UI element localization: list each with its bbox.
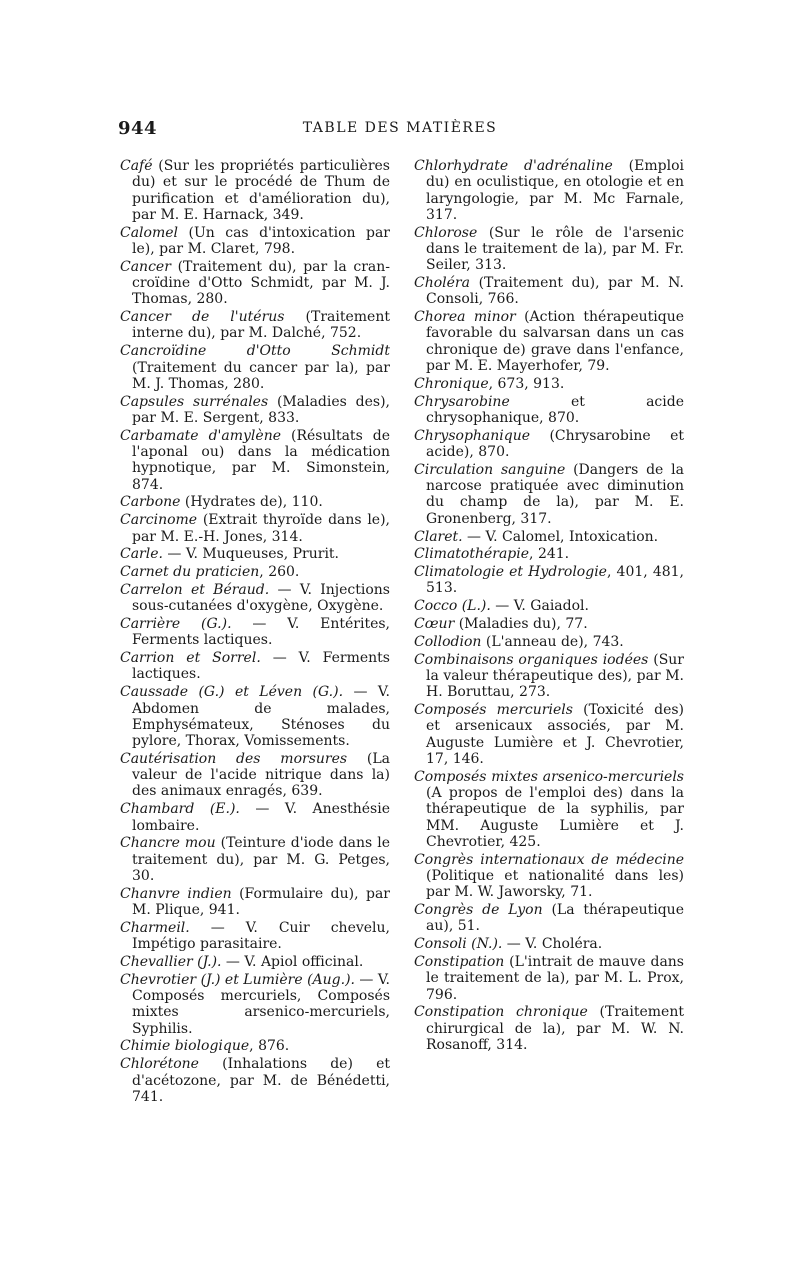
entry-heading: Chorea minor bbox=[414, 309, 516, 326]
index-entry bbox=[414, 428, 684, 461]
index-entry bbox=[120, 259, 390, 308]
entry-heading: Capsules surrénales bbox=[120, 393, 269, 410]
index-entry bbox=[414, 598, 684, 614]
entry-text: — V. Ferments lactiques. bbox=[132, 650, 390, 683]
left-column bbox=[120, 158, 390, 1107]
index-entry bbox=[120, 158, 390, 223]
entry-text: (Extrait thyroïde dans le), par M. E.-H. Jones, 314. bbox=[132, 512, 390, 545]
entry-text: (Toxicité des) et arsenicaux associés, par M. Auguste Lumière et J. Chevrotier, 17, 146. bbox=[426, 702, 685, 767]
index-entry bbox=[414, 702, 684, 767]
entry-heading: Chanvre indien bbox=[120, 885, 232, 902]
entry-heading: Constipation chronique bbox=[414, 1004, 588, 1021]
index-entry bbox=[120, 582, 390, 615]
entry-text: (Inhalations de) et d'acétozone, par M. de Bénédetti, 741. bbox=[132, 1056, 390, 1105]
entry-heading: Carrion et Sorrel. bbox=[120, 650, 261, 667]
entry-heading: Chlorose bbox=[414, 224, 478, 241]
entry-text: (Chrysarobine et acide), 870. bbox=[426, 427, 684, 461]
entry-text: — V. Abdomen de malades, Emphysémateux, Sténoses du pylore, Thorax, Vomissements. bbox=[132, 684, 390, 750]
index-entry bbox=[414, 936, 684, 952]
entry-heading: Climatothérapie bbox=[414, 546, 530, 563]
entry-heading: Cancer de l'utérus bbox=[120, 309, 285, 326]
index-entry bbox=[414, 902, 684, 935]
entry-heading: Chrysophanique bbox=[414, 427, 531, 444]
index-entry bbox=[120, 801, 390, 834]
right-column bbox=[414, 158, 684, 1107]
entry-heading: Consoli (N.). bbox=[414, 936, 503, 953]
entry-text: (Résultats de l'aponal ou) dans la médication hypnotique, par M. Simonstein, 874. bbox=[132, 427, 390, 493]
index-entry bbox=[414, 852, 684, 901]
entry-heading: Carbone bbox=[120, 494, 181, 511]
entry-heading: Congrès de Lyon bbox=[414, 902, 543, 919]
index-entry bbox=[120, 428, 390, 493]
page-number: 944 bbox=[118, 118, 158, 139]
index-entry bbox=[414, 158, 684, 223]
entry-heading: Carrelon et Béraud. bbox=[120, 581, 270, 598]
entry-text: , 876. bbox=[249, 1038, 290, 1055]
entry-text: — V. Anesthésie lombaire. bbox=[132, 801, 390, 834]
entry-heading: Caussade (G.) et Léven (G.). bbox=[120, 684, 344, 701]
entry-heading: Carnet du praticien bbox=[120, 564, 260, 581]
entry-heading: Carcinome bbox=[120, 512, 198, 529]
entry-heading: Collodion bbox=[414, 633, 482, 650]
entry-text: (Politique et nationalité dans les) par M. W. Jaworsky, 71. bbox=[426, 867, 684, 901]
entry-heading: Carrière (G.). bbox=[120, 616, 232, 633]
index-entry bbox=[414, 462, 684, 527]
entry-heading: Calomel bbox=[120, 224, 179, 241]
entry-text: (Dangers de la narcose pratiquée avec diminution du champ de la), par M. E. Gronenberg, 317. bbox=[426, 461, 684, 527]
entry-heading: Café bbox=[120, 158, 153, 174]
entry-text: (Traitement chirurgical de la), par M. W. N. Rosanoff, 314. bbox=[426, 1004, 684, 1053]
entry-heading: Chronique bbox=[414, 375, 489, 392]
entry-text: (Traitement du), par la cran-croïdine d'Otto Schmidt, par M. J. Thomas, 280. bbox=[132, 258, 390, 308]
index-entry bbox=[120, 546, 390, 562]
entry-text: (A propos de l'emploi des) dans la thérapeutique de la syphilis, par MM. Auguste Lumière et J. Chevrotier, 425. bbox=[426, 784, 684, 850]
entry-text: (Traitement interne du), par M. Dalché, 752. bbox=[132, 309, 390, 342]
entry-text: — V. Composés mercuriels, Composés mixtes arsenico-mercuriels, Syphilis. bbox=[132, 971, 390, 1037]
entry-text: (Teinture d'iode dans le traitement du), par M. G. Petges, 30. bbox=[132, 835, 390, 884]
entry-text: (Sur la valeur thérapeutique des), par M. H. Boruttau, 273. bbox=[426, 651, 684, 701]
entry-text: — V. Injections sous-cutanées d'oxygène, Oxygène. bbox=[132, 581, 390, 615]
index-entry bbox=[120, 343, 390, 392]
entry-heading: Chancre mou bbox=[120, 835, 216, 852]
entry-text: (La thérapeutique au), 51. bbox=[426, 902, 684, 935]
entry-text: (Maladies des), par M. E. Sergent, 833. bbox=[132, 393, 390, 426]
entry-text: , 673, 913. bbox=[488, 375, 565, 392]
entry-text: (Un cas d'intoxication par le), par M. Claret, 798. bbox=[132, 224, 390, 257]
index-entry bbox=[120, 564, 390, 580]
entry-text: (L'intrait de mauve dans le traitement de la), par M. L. Prox, 796. bbox=[426, 953, 684, 1003]
index-entry bbox=[414, 529, 684, 545]
entry-text: — V. Muqueuses, Prurit. bbox=[162, 546, 339, 563]
index-entry bbox=[414, 309, 684, 374]
index-entry bbox=[120, 512, 390, 545]
index-entry bbox=[414, 1004, 684, 1053]
index-entry bbox=[414, 616, 684, 632]
entry-heading: Charmeil. bbox=[120, 919, 190, 936]
entry-text: (Action thérapeutique favorable du salvarsan dans un cas chronique de) grave dans l'enfance, par M. E. Mayerhofer, 79. bbox=[426, 309, 684, 375]
entry-text: — V. Apiol officinal. bbox=[221, 953, 364, 970]
entry-text: (Traitement du), par M. N. Consoli, 766. bbox=[426, 275, 684, 308]
index-entry bbox=[120, 972, 390, 1037]
index-entry bbox=[120, 835, 390, 884]
entry-heading: Chevrotier (J.) et Lumière (Aug.). bbox=[120, 971, 355, 988]
entry-heading: Chlorétone bbox=[120, 1056, 199, 1073]
entry-heading: Chevallier (J.). bbox=[120, 953, 222, 970]
index-entry bbox=[414, 564, 684, 597]
entry-text: (Sur les propriétés particulières du) et sur le procédé de Thum de purification et d'amélioration du), par M. E. Harnack, 349. bbox=[132, 158, 390, 223]
entry-text: et acide chrysophanique, 870. bbox=[426, 393, 684, 426]
entry-text: — V. Cuir chevelu, Impétigo parasitaire. bbox=[132, 919, 390, 953]
entry-text: , 260. bbox=[259, 564, 300, 581]
entry-heading: Composés mercuriels bbox=[414, 702, 573, 718]
index-entry bbox=[120, 650, 390, 683]
entry-text: — V. Choléra. bbox=[502, 936, 603, 953]
index-entry bbox=[120, 225, 390, 258]
entry-heading: Choléra bbox=[414, 275, 470, 292]
entry-heading: Carbamate d'amylène bbox=[120, 427, 281, 444]
entry-text: (Hydrates de), 110. bbox=[180, 494, 323, 511]
entry-heading: Carle. bbox=[120, 546, 163, 563]
page-header bbox=[118, 118, 682, 142]
entry-text: — V. Entérites, Ferments lactiques. bbox=[132, 616, 390, 649]
entry-heading: Constipation bbox=[414, 953, 505, 970]
index-entry bbox=[120, 684, 390, 749]
index-entry bbox=[120, 954, 390, 970]
entry-text: (L'anneau de), 743. bbox=[481, 633, 624, 650]
entry-heading: Cancroïdine d'Otto Schmidt bbox=[120, 343, 390, 360]
index-entry bbox=[414, 376, 684, 392]
index-entry bbox=[120, 920, 390, 953]
index-entry bbox=[414, 275, 684, 308]
entry-heading: Chimie biologique bbox=[120, 1038, 250, 1055]
entry-text: (Emploi du) en oculistique, en otologie et en laryngologie, par M. Mc Farnale, 317. bbox=[426, 158, 684, 223]
entry-text: , 401, 481, 513. bbox=[426, 564, 684, 597]
entry-text: (Sur le rôle de l'arsenic dans le traitement de la), par M. Fr. Seiler, 313. bbox=[426, 224, 684, 274]
index-entry bbox=[414, 769, 684, 850]
index-entry bbox=[120, 1038, 390, 1054]
index-entry bbox=[120, 751, 390, 800]
index-columns bbox=[120, 158, 684, 1107]
index-entry bbox=[414, 225, 684, 274]
entry-heading: Chrysarobine bbox=[414, 393, 510, 410]
entry-text: — V. Gaiadol. bbox=[490, 598, 589, 615]
index-entry bbox=[414, 954, 684, 1003]
entry-heading: Composés mixtes arsenico-mercuriels bbox=[414, 768, 684, 785]
entry-heading: Cocco (L.). bbox=[414, 598, 491, 615]
index-entry bbox=[414, 394, 684, 427]
entry-heading: Cœur bbox=[414, 616, 455, 633]
entry-heading: Congrès internationaux de médecine bbox=[414, 851, 684, 868]
index-entry bbox=[120, 886, 390, 919]
entry-text: , 241. bbox=[529, 546, 570, 563]
entry-text: (Traitement du cancer par la), par M. J. Thomas, 280. bbox=[132, 359, 390, 392]
entry-heading: Chlorhydrate d'adrénaline bbox=[414, 158, 613, 174]
running-head: TABLE DES MATIÈRES bbox=[302, 120, 498, 136]
index-entry bbox=[414, 634, 684, 650]
entry-text: (Maladies du), 77. bbox=[454, 616, 588, 633]
index-entry bbox=[120, 494, 390, 510]
entry-text: — V. Calomel, Intoxication. bbox=[462, 528, 659, 545]
entry-heading: Claret. bbox=[414, 528, 463, 545]
entry-heading: Cancer bbox=[120, 258, 171, 275]
index-entry bbox=[414, 546, 684, 562]
entry-heading: Combinaisons organiques iodées bbox=[414, 651, 649, 668]
entry-heading: Circulation sanguine bbox=[414, 461, 566, 478]
index-entry bbox=[120, 309, 390, 342]
index-entry bbox=[120, 394, 390, 427]
entry-text: (La valeur de l'acide nitrique dans la) des animaux enragés, 639. bbox=[132, 750, 391, 800]
entry-heading: Chambard (E.). bbox=[120, 801, 240, 818]
index-entry bbox=[120, 616, 390, 649]
index-entry bbox=[414, 652, 684, 701]
entry-text: (Formulaire du), par M. Plique, 941. bbox=[132, 885, 390, 919]
entry-heading: Cautérisation des morsures bbox=[120, 750, 348, 767]
index-entry bbox=[120, 1056, 390, 1105]
entry-heading: Climatologie et Hydrologie bbox=[414, 564, 607, 581]
